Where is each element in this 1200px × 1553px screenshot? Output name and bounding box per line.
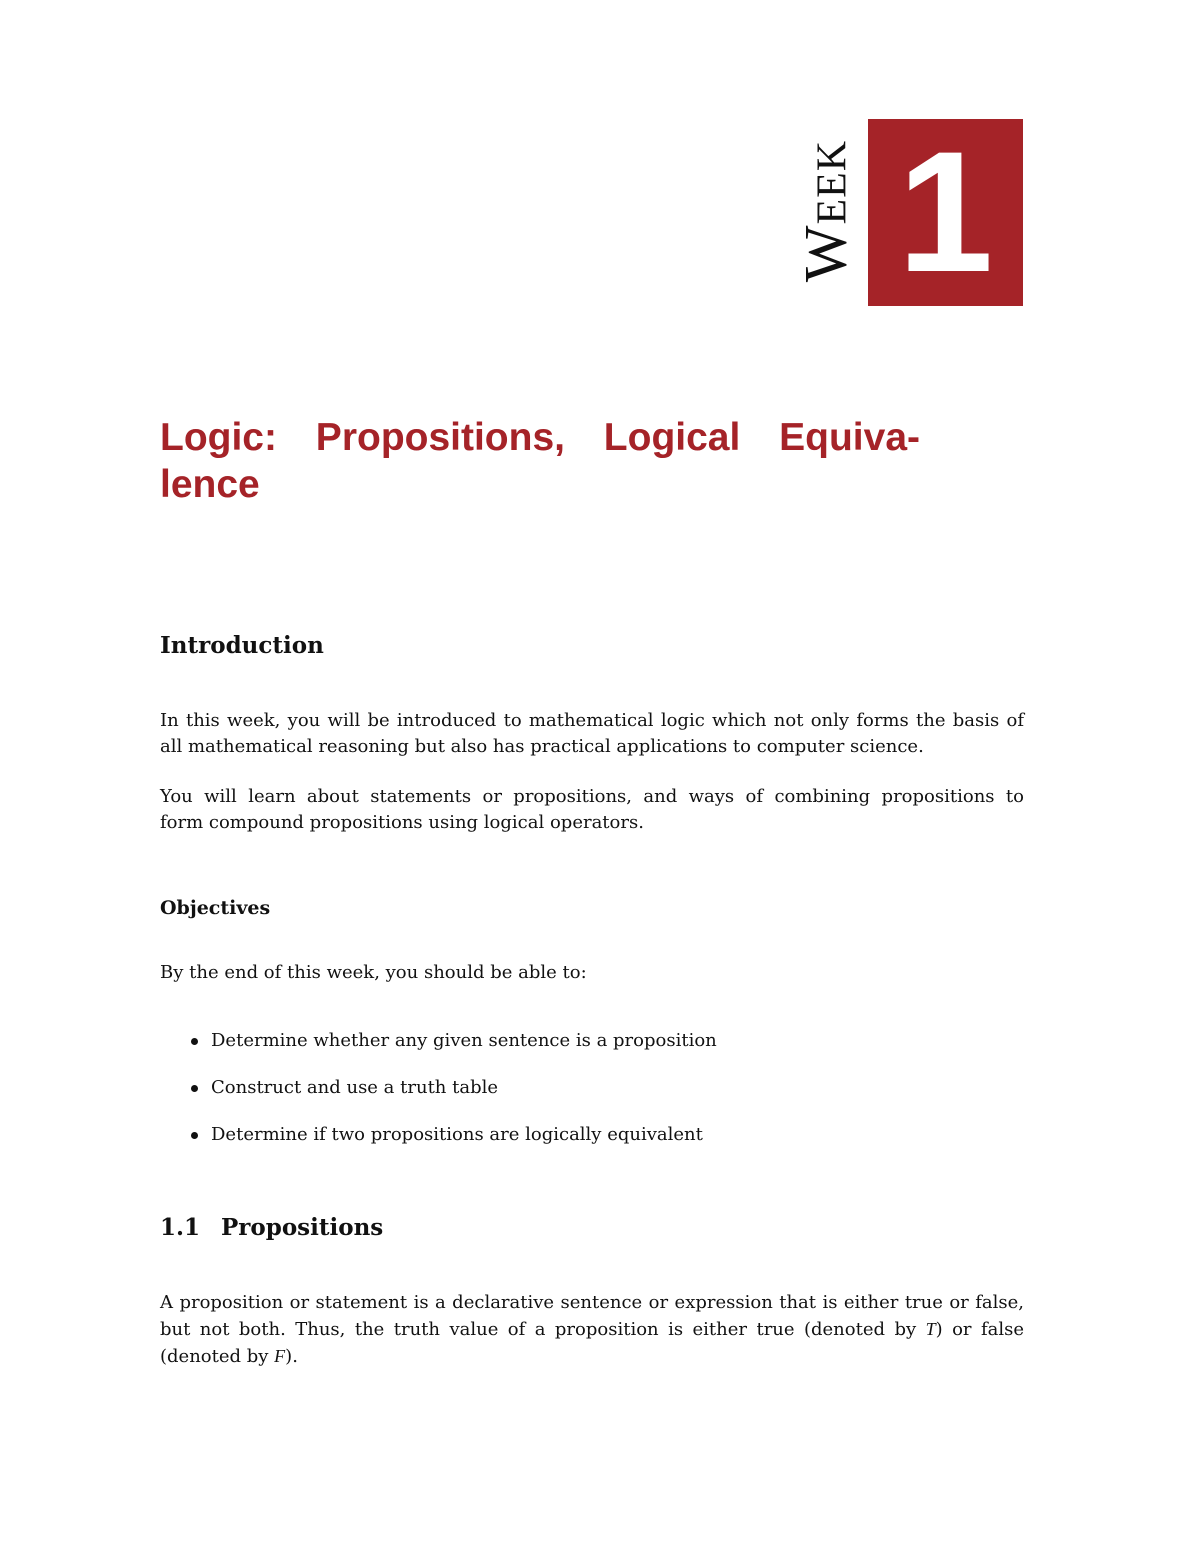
bullet-icon: [191, 1085, 198, 1092]
week-number: 1: [897, 116, 994, 308]
introduction-paragraph-1-line-1: In this week, you will be introduced to mathematical logic which not only forms the basis of: [160, 710, 1024, 731]
introduction-paragraph-2: [160, 784, 1024, 836]
objective-item: [160, 1075, 1024, 1122]
objectives-list: [160, 1028, 1024, 1169]
introduction-paragraph-2-line-2: form compound propositions using logical operators.: [160, 812, 644, 833]
introduction-paragraph-1-line-2: all mathematical reasoning but also has practical applications to computer science.: [160, 736, 924, 757]
introduction-paragraph-1: [160, 708, 1024, 760]
definition-text-before-false-symbol: (denoted by: [160, 1346, 275, 1367]
false-symbol: F: [274, 1346, 286, 1366]
bullet-icon: [191, 1132, 198, 1139]
objective-text: Determine whether any given sentence is a proposition: [211, 1030, 717, 1051]
bullet-icon: [191, 1038, 198, 1045]
definition-text-after-true-symbol: ) or false: [935, 1319, 1024, 1340]
objective-text: Determine if two propositions are logically equivalent: [211, 1124, 703, 1145]
proposition-definition: [160, 1290, 1024, 1370]
introduction-heading: Introduction: [160, 632, 324, 659]
objectives-lead: By the end of this week, you should be able to:: [160, 962, 587, 983]
introduction-paragraph-2-line-1: You will learn about statements or propositions, and ways of combining propositions to: [160, 786, 1024, 807]
propositions-section-heading: [160, 1210, 383, 1246]
proposition-definition-line-1: A proposition or statement is a declarative sentence or expression that is either true or false,: [160, 1292, 1024, 1313]
objective-item: [160, 1028, 1024, 1075]
proposition-definition-line-3: [160, 1343, 1024, 1370]
definition-text-before-true-symbol: but not both. Thus, the truth value of a proposition is either true (denoted by: [160, 1319, 926, 1340]
chapter-title-line-1: Logic: Propositions, Logical Equiva-: [160, 416, 920, 459]
week-label-rest: eek: [792, 139, 859, 225]
true-symbol: T: [925, 1319, 936, 1339]
week-label-initial: W: [792, 224, 859, 283]
proposition-definition-line-2: [160, 1316, 1024, 1343]
objective-item: [160, 1122, 1024, 1169]
chapter-title-line-2: lence: [160, 463, 260, 506]
chapter-title: [160, 414, 920, 508]
objective-text: Construct and use a truth table: [211, 1077, 499, 1098]
objectives-heading: Objectives: [160, 897, 271, 919]
definition-text-after-false-symbol: ).: [285, 1346, 298, 1367]
week-number-box: [868, 116, 1023, 308]
section-title: Propositions: [221, 1214, 384, 1241]
section-number: 1.1: [160, 1214, 201, 1241]
week-label: [791, 119, 861, 304]
